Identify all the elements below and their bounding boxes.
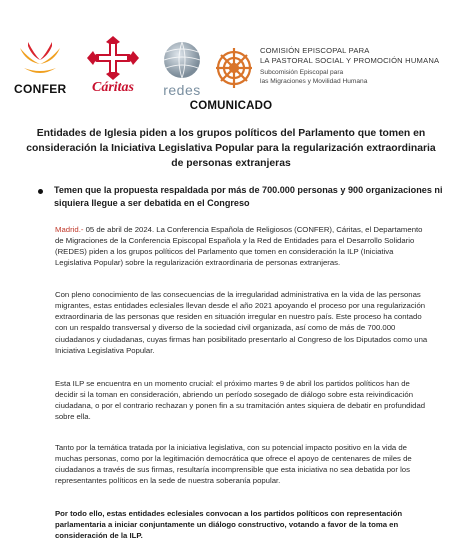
caritas-logo xyxy=(80,36,146,98)
bullet-dot-icon xyxy=(38,189,43,194)
confer-wordmark: CONFER xyxy=(14,82,67,96)
headline: Entidades de Iglesia piden a los grupos políticos del Parlamento que tomen en consideración la Iniciativa Legislativa Popular para la regularización extraordinaria de personas extranjeras xyxy=(26,128,436,169)
subcomision-line-1: Subcomisión Episcopal para xyxy=(260,69,344,76)
paragraph-4: Tanto por la temática tratada por la iniciativa legislativa, con su potencial impacto positivo en la vida de muchas personas, como por la legitimación democrática que ofrece el apoyo de centenares de miles de ciudadanos a través de sus firmas, resultaría incomprensible que esta iniciativa no sea debatida por los representantes políticos en la sede de nuestra soberanía popular. xyxy=(55,443,412,486)
paragraph-1 xyxy=(55,224,429,269)
paragraph-2: Con pleno conocimiento de las consecuencias de la irregularidad administrativa en la vida de las personas migrantes, estas entidades eclesiales llevan desde el año 2021 apoyando el proceso por una regularización extraordinaria de las personas que residen en situación irregular en nuestro país. Este proceso ha contado con un respaldo transversal y diverso de la sociedad civil organizada, así como de más de 700.000 ciudadanos y ciudadanas, cuyas firmas han posibilitado presentarlo al Congreso de los Diputados como una Iniciativa Legislativa Popular. xyxy=(55,290,428,355)
comision-episcopal-emblem-icon xyxy=(214,44,254,92)
paragraph-5: Por todo ello, estas entidades eclesiales convocan a los partidos políticos con representación parlamentaria a iniciar conjuntamente un diálogo constructivo, votando a favor de la toma en consideración de la ILP. xyxy=(55,509,403,541)
comision-line-2: LA PASTORAL SOCIAL Y PROMOCIÓN HUMANA xyxy=(260,55,440,65)
caritas-cross-icon xyxy=(80,36,146,80)
subcomision-line-2: las Migraciones y Movilidad Humana xyxy=(260,77,368,85)
comision-episcopal-logo xyxy=(214,44,254,92)
summary-bullet xyxy=(38,184,446,210)
header-logos xyxy=(0,0,462,100)
redes-logo xyxy=(156,38,208,98)
comision-line-1: COMISIÓN EPISCOPAL PARA xyxy=(260,46,370,55)
redes-sphere-icon xyxy=(156,38,208,82)
bullet-text: Temen que la propuesta respaldada por más de 700.000 personas y 900 organizaciones ni siquiera llegue a ser debatida en el Congreso xyxy=(54,185,443,208)
confer-emblem-icon xyxy=(14,38,66,82)
redes-wordmark: redes xyxy=(163,82,201,98)
paragraph-1-text: 05 de abril de 2024. La Conferencia Española de Religiosos (CONFER), Cáritas, el Departamento de Migraciones de la Conferencia Episcopal Española y la Red de Entidades para el Desarrollo Solidario (REDES) piden a los grupos políticos del Parlamento que tomen en consideración la ILP (Iniciativa Legislativa Popular) sobre la regularización extraordinaria de personas extranjeras. xyxy=(55,225,423,268)
comision-text-block xyxy=(260,46,460,86)
paragraph-3: Esta ILP se encuentra en un momento crucial: el próximo martes 9 de abril los partidos políticos han de decidir si la toman en consideración, abriendo un período sosegado de diálogo sobre esta reivindicación ciudadana, o por el contrario rechazan y ponen fin a su tramitación antes siquiera de debatir en profundidad sobre ella. xyxy=(55,379,426,422)
document-label: COMUNICADO xyxy=(189,100,273,112)
caritas-wordmark: Cáritas xyxy=(91,80,134,95)
dateline-city: Madrid.- xyxy=(55,225,84,234)
confer-logo xyxy=(14,38,66,98)
